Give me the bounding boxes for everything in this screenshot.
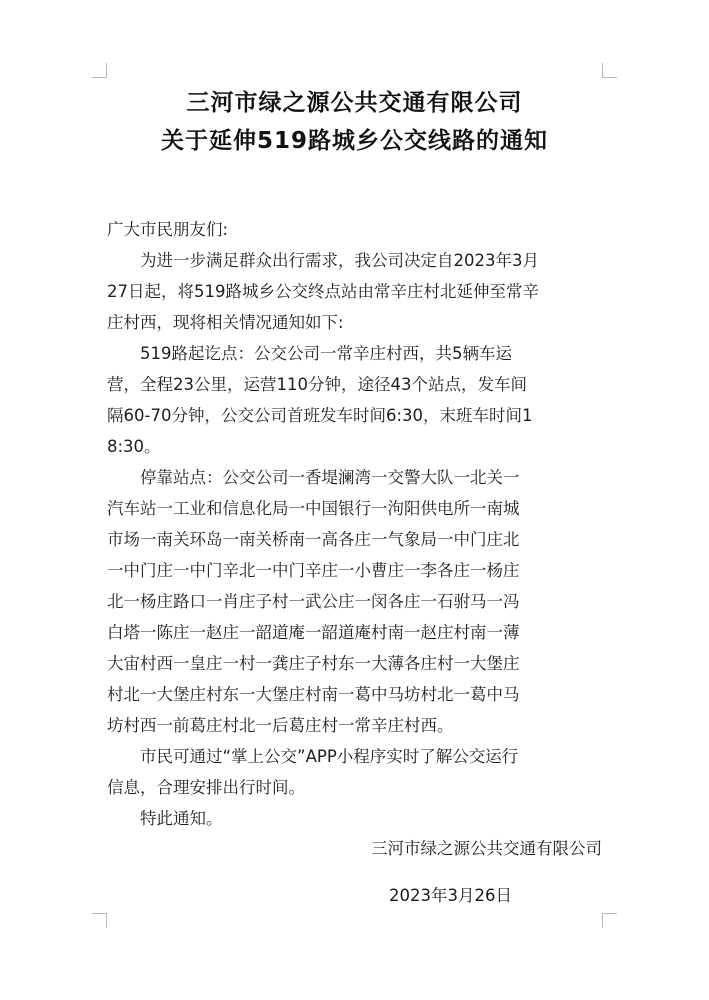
paragraph-line: 停靠站点：公交公司一香堤澜湾一交警大队一北关一	[140, 468, 520, 487]
paragraph-line: 市民可通过“掌上公交”APP小程序实时了解公交运行	[140, 747, 519, 766]
paragraph-line: 一中门庄一中门辛北一中门辛庄一小曹庄一李各庄一杨庄	[107, 561, 520, 580]
signature-company: 三河市绿之源公共交通有限公司	[371, 839, 602, 858]
paragraph-line: 坊村西一前葛庄村北一后葛庄村一常辛庄村西。	[107, 716, 454, 735]
crop-mark-top-right	[602, 63, 617, 78]
closing-remark: 特此通知。	[140, 809, 223, 828]
paragraph-line: 北一杨庄路口一肖庄子村一武公庄一闵各庄一石驸马一冯	[107, 592, 520, 611]
paragraph-line: 白塔一陈庄一赵庄一韶道庵一韶道庵村南一赵庄村南一薄	[107, 623, 520, 642]
crop-mark-bottom-left	[92, 913, 107, 928]
crop-mark-bottom-right	[602, 913, 617, 928]
paragraph-line: 27日起，将519路城乡公交终点站由常辛庄村北延伸至常辛	[107, 282, 539, 301]
paragraph-line: 519路起讫点：公交公司一常辛庄村西，共5辆车运	[140, 344, 512, 363]
title-subject: 关于延伸519路城乡公交线路的通知	[160, 128, 548, 154]
paragraph-line: 庄村西，现将相关情况通知如下:	[107, 313, 344, 332]
title-company: 三河市绿之源公共交通有限公司	[186, 90, 523, 116]
paragraph-line: 为进一步满足群众出行需求，我公司决定自2023年3月	[140, 251, 539, 270]
crop-mark-top-left	[92, 63, 107, 78]
notice-date: 2023年3月26日	[389, 886, 512, 905]
paragraph-line: 市场一南关环岛一南关桥南一高各庄一气象局一中门庄北	[107, 530, 520, 549]
paragraph-intro	[107, 245, 605, 338]
paragraph-line: 8:30。	[107, 437, 161, 456]
paragraph-line: 隔60-70分钟，公交公司首班发车时间6:30，末班车时间1	[107, 406, 533, 425]
salutation: 广大市民朋友们:	[107, 220, 229, 239]
paragraph-app-info	[107, 741, 605, 803]
paragraph-line: 村北一大堡庄村东一大堡庄村南一葛中马坊村北一葛中马	[107, 685, 520, 704]
paragraph-line: 大宙村西一皇庄一村一龚庄子村东一大薄各庄村一大堡庄	[107, 654, 520, 673]
paragraph-line: 信息，合理安排出行时间。	[107, 778, 305, 797]
paragraph-route-endpoints	[107, 338, 605, 462]
paragraph-line: 营，全程23公里，运营110分钟，途径43个站点，发车间	[107, 375, 527, 394]
paragraph-stops	[107, 462, 605, 741]
paragraph-line: 汽车站一工业和信息化局一中国银行一泃阳供电所一南城	[107, 499, 520, 518]
